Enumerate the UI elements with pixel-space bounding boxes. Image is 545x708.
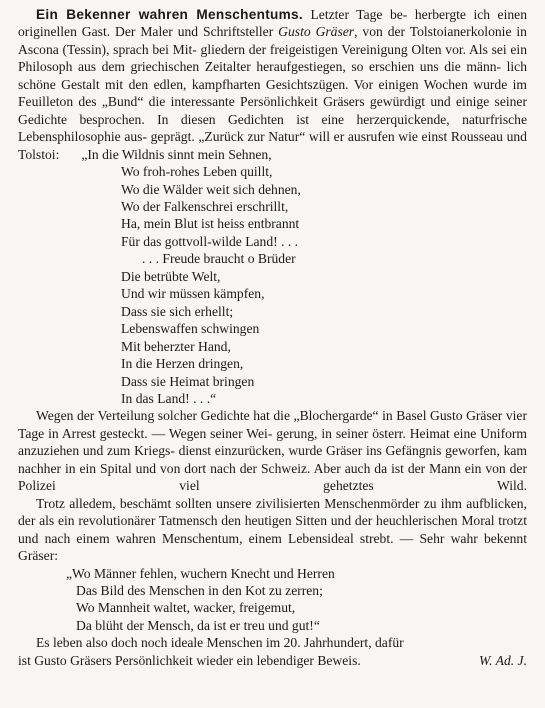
text-line: gliedern der freigeistigen Vereinigung Olten vor. Als sei ein Philosoph xyxy=(18,41,527,75)
text-line: Es leben also doch noch ideale Menschen im 20. Jahrhundert, dafür xyxy=(36,635,404,651)
text-line: Gräsers gewürdigt und einige seiner Gedichte besprochen. In diesen xyxy=(18,94,527,127)
article-heading: Ein Bekenner wahren Menschentums. xyxy=(36,7,303,22)
text-line: lich schöne Gestalt mit den edlen, kampfharten Gesichtszügen. Vor einigen xyxy=(18,59,527,92)
poem-line: Wo froh-rohes Leben quillt, xyxy=(121,164,273,180)
poem-line: Dass sie Heimat bringen xyxy=(121,373,255,389)
poem-1 xyxy=(18,146,527,408)
poem-line: „Wo Männer fehlen, wuchern Knecht und Herren xyxy=(66,565,335,581)
text-line: Gedichten ist eine herzerquickende, naturfrische Lebensphilosophie aus- xyxy=(18,111,527,145)
poem-line: Tolstoi: „In die Wildnis sinnt mein Sehnen, xyxy=(18,146,272,162)
poem-line: Die betrübte Welt, xyxy=(121,268,221,284)
text-line: Basel Gusto Gräser vier Tage in Arrest gesteckt. — Wegen seiner Wei- xyxy=(18,408,527,441)
text-line: gerung, in seiner österr. Heimat eine Uniform anzuziehen und zum Kriegs- xyxy=(18,425,528,459)
poem-line: Lebenswaffen schwingen xyxy=(121,321,260,337)
paragraph-3 xyxy=(18,495,527,565)
text-line: Wochen wurde im Feuilleton des „Bund“ die interessante Persönlichkeit xyxy=(18,76,527,110)
text-line: zu ihm aufblicken, der als ein revolutionärer Tatmensch den heutigen xyxy=(18,495,527,529)
poem-2 xyxy=(18,565,527,635)
text-line: geprägt. „Zurück zur Natur“ will er ausrufen wie einst Rousseau und xyxy=(150,129,527,145)
poem-line: Da blüht der Mensch, da ist er treu und gut!“ xyxy=(76,617,320,633)
author-name: Gusto Gräser xyxy=(278,24,355,40)
paragraph-2 xyxy=(18,407,527,494)
poem-line: Dass sie sich erhellt; xyxy=(121,303,234,319)
text-line: in ein Spital und von dort nach der Schweiz. Aber auch da ist der Mann xyxy=(64,460,461,476)
text-line: , von der Tolstoianerkolonie in Ascona (Tessin), sprach bei Mit- xyxy=(18,24,527,57)
poem-line: Das Bild des Menschen in den Kot zu zerren; xyxy=(76,582,323,598)
text-line: Menschentum, einem Lebensideal strebt. — Sehr wahr bekennt Gräser: xyxy=(18,530,528,564)
poem-line: In das Land! . . .“ xyxy=(121,390,217,406)
intro-paragraph xyxy=(18,6,527,146)
poem-line: Mit beherzter Hand, xyxy=(121,338,231,354)
poem-line: . . . Freude braucht o Brüder xyxy=(142,251,296,267)
text-line: ein von der Polizei viel gehetztes Wild. xyxy=(18,460,527,494)
closing-line xyxy=(18,652,527,669)
text-line: Letzter Tage be- xyxy=(310,7,408,22)
text-line: Sitten und der heuchlerischen Moral trotzt und nach einem wahren xyxy=(18,513,527,546)
text-line: aus dem griechischen Zeitalter heraufgestiegen, so erschien uns die männ- xyxy=(77,59,502,75)
text-line: Trotz alledem, beschämt sollten unsere zivilisierten Menschenmörder xyxy=(36,495,420,511)
text-line: dienst einzurücken, wurde Gräser ins Gefängnis geworfen, kam nachher xyxy=(18,443,527,476)
signature: W. Ad. J. xyxy=(479,652,527,668)
poem-line: Wo die Wälder weit sich dehnen, xyxy=(121,181,301,197)
poem-line: Wo der Falkenschrei erschrillt, xyxy=(121,198,289,214)
poem-line: Für das gottvoll-wilde Land! . . . xyxy=(121,233,299,249)
poem-line: Wo Mannheit waltet, wacker, freigemut, xyxy=(76,600,296,616)
poem-line: Und wir müssen kämpfen, xyxy=(121,286,265,302)
poem-line: Ha, mein Blut ist heiss entbrannt xyxy=(121,216,300,232)
text-line: herbergte ich einen originellen Gast. Der Maler und Schriftsteller xyxy=(18,7,527,40)
text-line: Wegen der Verteilung solcher Gedichte hat die „Blochergarde“ in xyxy=(36,408,393,424)
poem-line: In die Herzen dringen, xyxy=(121,356,244,372)
paragraph-4 xyxy=(18,634,527,651)
text-line: ist Gusto Gräsers Persönlichkeit wieder ein lebendiger Beweis. xyxy=(18,652,361,668)
text-line: Tolstoi: xyxy=(18,146,60,162)
